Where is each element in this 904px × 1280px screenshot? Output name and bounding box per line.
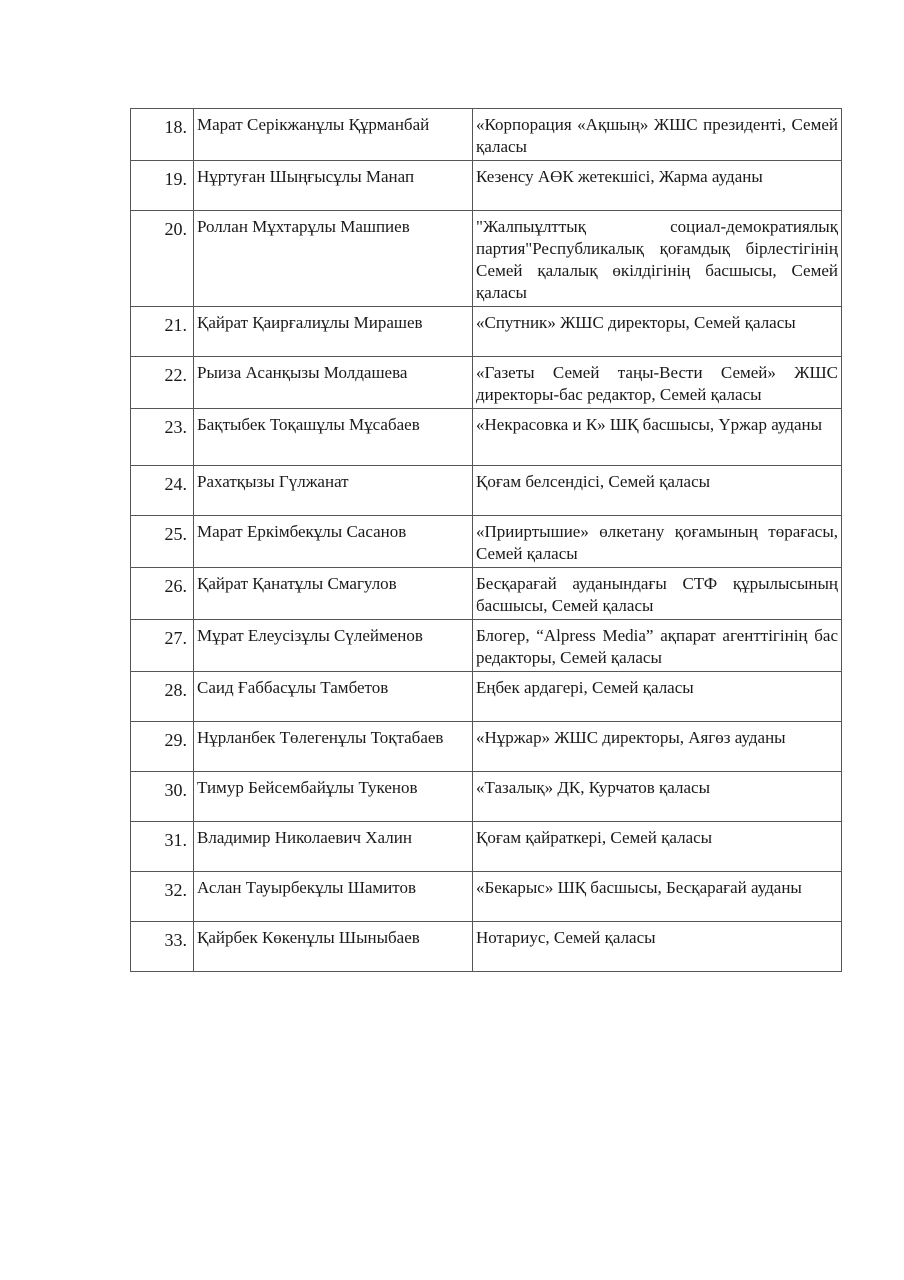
member-position: «Нұржар» ЖШС директоры, Аягөз ауданы [473,722,842,772]
table-row [131,722,842,772]
row-number: 32. [131,872,194,922]
row-number: 26. [131,568,194,620]
member-name: Рахатқызы Гүлжанат [194,466,473,516]
member-position: Бесқарағай ауданындағы СТФ құрылысының басшысы, Семей қаласы [473,568,842,620]
table-row [131,822,842,872]
member-name: Нұрланбек Төлегенұлы Тоқтабаев [194,722,473,772]
member-name: Нұртуған Шыңғысұлы Манап [194,161,473,211]
table-row [131,307,842,357]
member-name: Владимир Николаевич Халин [194,822,473,872]
member-name: Қайрат Қаирғалиұлы Мирашев [194,307,473,357]
member-position: «Газеты Семей таңы-Вести Семей» ЖШС директоры-бас редактор, Семей қаласы [473,357,842,409]
table-row [131,922,842,972]
member-name: Саид Ғаббасұлы Тамбетов [194,672,473,722]
row-number: 25. [131,516,194,568]
row-number: 31. [131,822,194,872]
table-row [131,568,842,620]
row-number: 29. [131,722,194,772]
row-number: 28. [131,672,194,722]
row-number: 20. [131,211,194,307]
row-number: 19. [131,161,194,211]
row-number: 33. [131,922,194,972]
member-position: «Бекарыс» ШҚ басшысы, Бесқарағай ауданы [473,872,842,922]
member-position: Еңбек ардагері, Семей қаласы [473,672,842,722]
table-row [131,466,842,516]
row-number: 18. [131,109,194,161]
member-name: Бақтыбек Тоқашұлы Мұсабаев [194,409,473,466]
member-name: Роллан Мұхтарұлы Машпиев [194,211,473,307]
row-number: 27. [131,620,194,672]
row-number: 24. [131,466,194,516]
row-number: 21. [131,307,194,357]
member-position: «Некрасовка и К» ШҚ басшысы, Үржар ауданы [473,409,842,466]
member-position: «Спутник» ЖШС директоры, Семей қаласы [473,307,842,357]
table-row [131,409,842,466]
row-number: 22. [131,357,194,409]
table-row [131,211,842,307]
table-row [131,109,842,161]
row-number: 23. [131,409,194,466]
member-position: «Прииртышие» өлкетану қоғамының төрағасы, Семей қаласы [473,516,842,568]
member-position: "Жалпыұлттық социал-демократиялық партия"Республикалық қоғамдық бірлестігінің Семей қалалық өкілдігінің басшысы, Семей қаласы [473,211,842,307]
table-row [131,620,842,672]
table-row [131,872,842,922]
table-row [131,357,842,409]
member-position: Қоғам қайраткері, Семей қаласы [473,822,842,872]
member-name: Мұрат Елеусізұлы Сүлейменов [194,620,473,672]
member-name: Қайрат Қанатұлы Смагулов [194,568,473,620]
member-name: Рыиза Асанқызы Молдашева [194,357,473,409]
member-name: Марат Серікжанұлы Құрманбай [194,109,473,161]
table-row [131,672,842,722]
table-row [131,772,842,822]
member-name: Аслан Тауырбекұлы Шамитов [194,872,473,922]
member-position: Блогер, “Alpress Media” ақпарат агенттігінің бас редакторы, Семей қаласы [473,620,842,672]
table-row [131,516,842,568]
member-position: Нотариус, Семей қаласы [473,922,842,972]
member-name: Қайрбек Көкенұлы Шыныбаев [194,922,473,972]
member-position: «Тазалық» ДК, Курчатов қаласы [473,772,842,822]
member-name: Марат Еркімбекұлы Сасанов [194,516,473,568]
row-number: 30. [131,772,194,822]
member-position: Қоғам белсендісі, Семей қаласы [473,466,842,516]
member-position: Кезенсу АӨК жетекшісі, Жарма ауданы [473,161,842,211]
member-name: Тимур Бейсембайұлы Тукенов [194,772,473,822]
member-position: «Корпорация «Ақшың» ЖШС президенті, Семей қаласы [473,109,842,161]
members-table [130,108,842,972]
table-row [131,161,842,211]
